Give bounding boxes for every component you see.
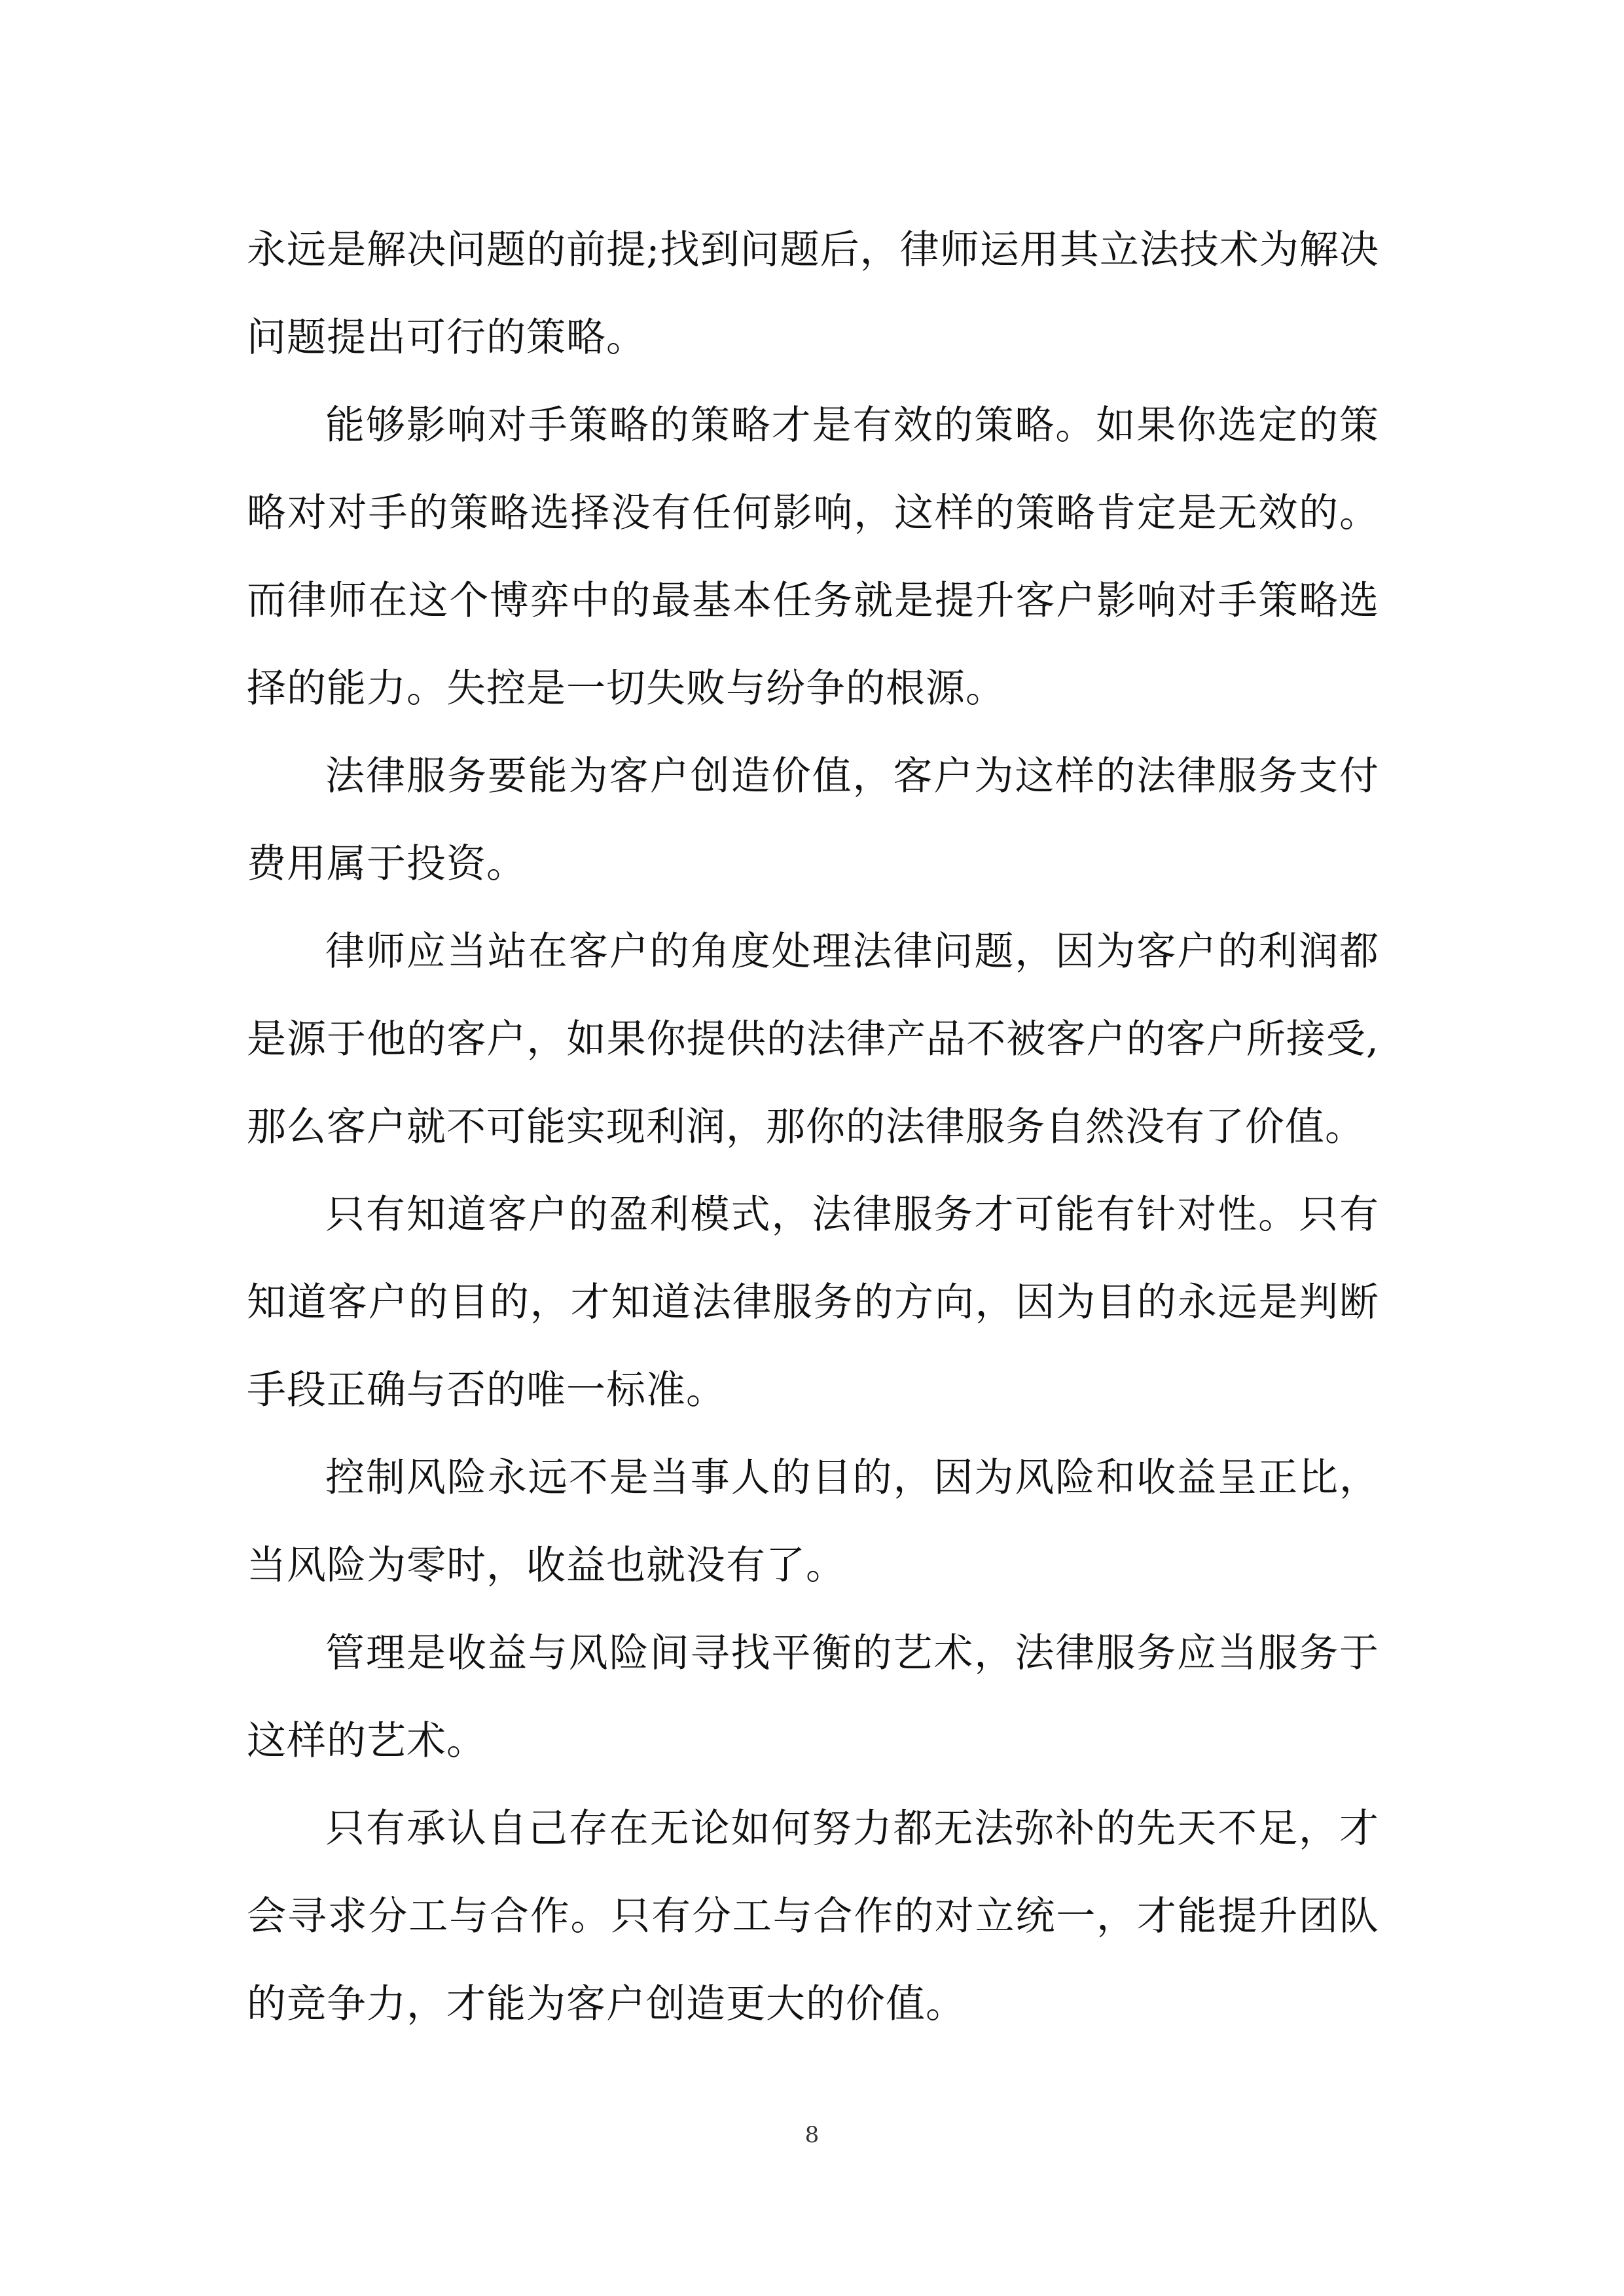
- document-body: [247, 206, 1379, 2048]
- page-number: 8: [804, 2122, 820, 2148]
- paragraph: 只有承认自己存在无论如何努力都无法弥补的先天不足，才会寻求分工与合作。只有分工与合作的对立统一，才能提升团队的竞争力，才能为客户创造更大的价值。: [247, 1806, 1379, 2027]
- paragraph: 永远是解决问题的前提;找到问题后，律师运用其立法技术为解决问题提出可行的策略。: [247, 227, 1379, 361]
- paragraph: 能够影响对手策略的策略才是有效的策略。如果你选定的策略对对手的策略选择没有任何影响，这样的策略肯定是无效的。而律师在这个博弈中的最基本任务就是提升客户影响对手策略选择的能力。失控是一切失败与纷争的根源。: [247, 403, 1379, 711]
- paragraph: 法律服务要能为客户创造价值，客户为这样的法律服务支付费用属于投资。: [247, 753, 1379, 887]
- paragraph: 管理是收益与风险间寻找平衡的艺术，法律服务应当服务于这样的艺术。: [247, 1630, 1379, 1764]
- paragraph: 只有知道客户的盈利模式，法律服务才可能有针对性。只有知道客户的目的，才知道法律服务的方向，因为目的永远是判断手段正确与否的唯一标准。: [247, 1192, 1379, 1413]
- paragraph: 控制风险永远不是当事人的目的，因为风险和收益呈正比，当风险为零时，收益也就没有了。: [247, 1455, 1379, 1588]
- paragraph: 律师应当站在客户的角度处理法律问题，因为客户的利润都是源于他的客户，如果你提供的法律产品不被客户的客户所接受,那么客户就不可能实现利润，那你的法律服务自然没有了价值。: [247, 929, 1379, 1150]
